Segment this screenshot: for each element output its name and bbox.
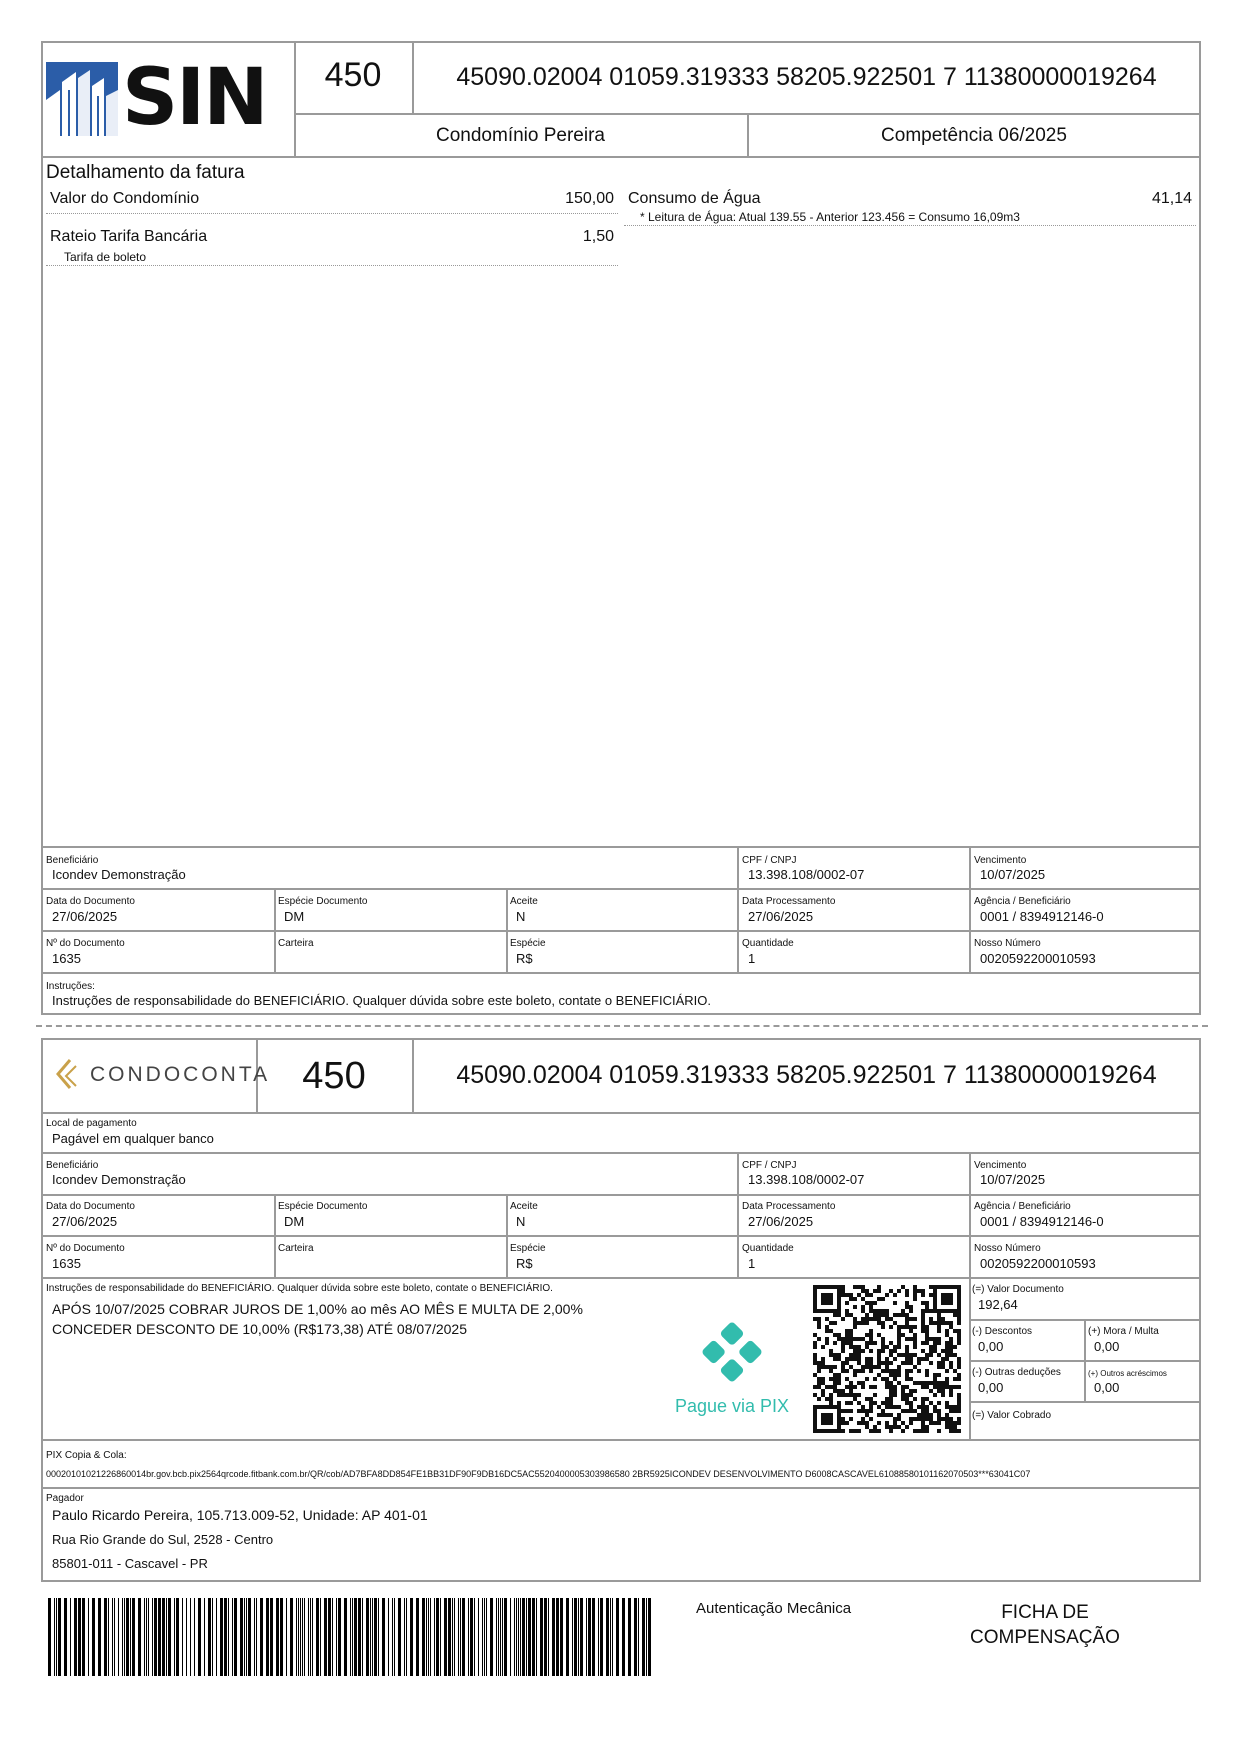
- especie-documento-value: DM: [284, 1214, 305, 1229]
- barcode: [48, 1598, 660, 1676]
- divider: [41, 1235, 1201, 1237]
- slip-instruction-line: APÓS 10/07/2025 COBRAR JUROS DE 1,00% ao mês AO MÊS E MULTA DE 2,00%: [52, 1301, 583, 1317]
- aceite-label: Aceite: [510, 896, 538, 907]
- instrucoes-label: Instruções:: [46, 981, 95, 992]
- ficha-compensacao-line2: COMPENSAÇÃO: [970, 1627, 1120, 1648]
- data-documento-value: 27/06/2025: [52, 1214, 118, 1229]
- valor-cobrado-label: (=) Valor Cobrado: [972, 1410, 1052, 1421]
- quantidade-label: Quantidade: [742, 938, 794, 949]
- condoconta-mark-icon: [52, 1058, 78, 1092]
- divider: [41, 1439, 1201, 1441]
- divider: [41, 930, 1201, 932]
- divider: [969, 1401, 1201, 1403]
- divider: [1084, 1319, 1086, 1401]
- vencimento-value: 10/07/2025: [980, 867, 1046, 882]
- condominium-name: Condomínio Pereira: [436, 125, 605, 146]
- especie-documento-label: Espécie Documento: [278, 896, 368, 907]
- divider: [41, 1112, 1201, 1114]
- data-documento-value: 27/06/2025: [52, 909, 118, 924]
- especie-documento-value: DM: [284, 909, 305, 924]
- descontos-value: 0,00: [978, 1339, 1004, 1354]
- divider: [969, 1152, 971, 1439]
- slip-bank-code: 450: [302, 1055, 366, 1097]
- divider: [41, 156, 1201, 158]
- vencimento-value: 10/07/2025: [980, 1172, 1046, 1187]
- data-processamento-value: 27/06/2025: [748, 909, 814, 924]
- quantidade-value: 1: [748, 951, 756, 966]
- divider: [506, 888, 508, 972]
- cpf-cnpj-label: CPF / CNPJ: [742, 855, 797, 866]
- detail-item: [46, 226, 618, 266]
- pix-copy-label: PIX Copia & Cola:: [46, 1450, 127, 1461]
- especie-label: Espécie: [510, 1243, 546, 1254]
- outros-acrescimos-value: 0,00: [1094, 1380, 1120, 1395]
- data-processamento-label: Data Processamento: [742, 1201, 836, 1212]
- detail-item-value: 150,00: [565, 190, 614, 207]
- mora-label: (+) Mora / Multa: [1088, 1326, 1159, 1337]
- divider: [41, 972, 1201, 974]
- data-documento-label: Data do Documento: [46, 896, 135, 907]
- mora-value: 0,00: [1094, 1339, 1120, 1354]
- pagador-label: Pagador: [46, 1493, 84, 1504]
- detail-item-note: * Leitura de Água: Atual 139.55 - Anterior 123.456 = Consumo 16,09m3: [640, 210, 1020, 224]
- detail-item-label: Valor do Condomínio: [50, 190, 200, 207]
- condoconta-logo: [52, 1058, 271, 1094]
- divider: [274, 1194, 276, 1277]
- pagador-line: 85801-011 - Cascavel - PR: [52, 1556, 208, 1571]
- cpf-cnpj-label: CPF / CNPJ: [742, 1160, 797, 1171]
- cpf-cnpj-value: 13.398.108/0002-07: [748, 1172, 865, 1187]
- detail-item-value: 41,14: [1151, 190, 1192, 207]
- detail-item-value: 1,50: [582, 228, 614, 245]
- vencimento-label: Vencimento: [974, 855, 1027, 866]
- beneficiario-value: Icondev Demonstração: [52, 867, 186, 882]
- beneficiario-value: Icondev Demonstração: [52, 1172, 186, 1187]
- instrucoes-value: Instruções de responsabilidade do BENEFICIÁRIO. Qualquer dúvida sobre este boleto, contate o BENEFICIÁRIO.: [52, 993, 712, 1008]
- carteira-label: Carteira: [278, 1243, 314, 1254]
- nosso-numero-value: 0020592200010593: [980, 1256, 1096, 1271]
- divider: [41, 1277, 1201, 1279]
- nosso-numero-label: Nosso Número: [974, 938, 1041, 949]
- divider: [737, 846, 739, 972]
- detail-item: [46, 188, 618, 214]
- divider: [41, 846, 1201, 848]
- pix-copy-code[interactable]: 00020101021226860014br.gov.bcb.pix2564qrcode.fitbank.com.br/QR/cob/AD7BFA8DD854FE1BB31DF90F9DB16DC5AC5520400005303986580 2BR5925ICONDEV DESENVOLVIMENTO D6008CASCAVEL61088580101162070503***63041C07: [46, 1469, 1031, 1479]
- num-documento-label: Nº do Documento: [46, 1243, 125, 1254]
- agencia-value: 0001 / 8394912146-0: [980, 1214, 1104, 1229]
- digitable-line: 45090.02004 01059.319333 58205.922501 7 11380000019264: [456, 63, 1157, 91]
- quantidade-value: 1: [748, 1256, 756, 1271]
- beneficiario-label: Beneficiário: [46, 1160, 99, 1171]
- divider: [41, 1152, 1201, 1154]
- detail-item-note: Tarifa de boleto: [64, 250, 147, 264]
- sin-logo-text: SIN: [122, 53, 267, 143]
- local-value: Pagável em qualquer banco: [52, 1131, 214, 1146]
- divider: [274, 888, 276, 972]
- slip-digitable-line: 45090.02004 01059.319333 58205.922501 7 11380000019264: [456, 1061, 1157, 1089]
- outros-acrescimos-label: (+) Outros acréscimos: [1088, 1369, 1167, 1378]
- competence: Competência 06/2025: [881, 125, 1067, 146]
- pagador-line: Paulo Ricardo Pereira, 105.713.009-52, Unidade: AP 401-01: [52, 1507, 428, 1523]
- cpf-cnpj-value: 13.398.108/0002-07: [748, 867, 865, 882]
- valor-documento-value: 192,64: [978, 1297, 1018, 1312]
- autenticacao-mecanica: Autenticação Mecânica: [696, 1600, 852, 1617]
- data-processamento-value: 27/06/2025: [748, 1214, 814, 1229]
- descontos-label: (-) Descontos: [972, 1326, 1033, 1337]
- beneficiario-label: Beneficiário: [46, 855, 99, 866]
- agencia-value: 0001 / 8394912146-0: [980, 909, 1104, 924]
- divider: [969, 846, 971, 972]
- nosso-numero-value: 0020592200010593: [980, 951, 1096, 966]
- detail-item: [624, 188, 1196, 226]
- especie-label: Espécie: [510, 938, 546, 949]
- nosso-numero-label: Nosso Número: [974, 1243, 1041, 1254]
- cut-line: [36, 1025, 1208, 1027]
- vencimento-label: Vencimento: [974, 1160, 1027, 1171]
- especie-value: R$: [516, 951, 533, 966]
- sin-logo: [46, 53, 286, 143]
- data-documento-label: Data do Documento: [46, 1201, 135, 1212]
- local-label: Local de pagamento: [46, 1118, 137, 1129]
- pix-label: Pague via PIX: [674, 1396, 790, 1416]
- valor-documento-label: (=) Valor Documento: [972, 1284, 1064, 1295]
- carteira-label: Carteira: [278, 938, 314, 949]
- pagador-line: Rua Rio Grande do Sul, 2528 - Centro: [52, 1532, 274, 1547]
- quantidade-label: Quantidade: [742, 1243, 794, 1254]
- divider: [737, 1152, 739, 1277]
- slip-instructions-header: Instruções de responsabilidade do BENEFICIÁRIO. Qualquer dúvida sobre este boleto, contate o BENEFICIÁRIO.: [46, 1283, 553, 1294]
- outras-deducoes-value: 0,00: [978, 1380, 1004, 1395]
- especie-value: R$: [516, 1256, 533, 1271]
- outras-deducoes-label: (-) Outras deduções: [972, 1367, 1061, 1378]
- agencia-label: Agência / Beneficiário: [974, 1201, 1071, 1212]
- detail-item-label: Rateio Tarifa Bancária: [50, 228, 208, 245]
- aceite-value: N: [516, 909, 526, 924]
- divider: [41, 1194, 1201, 1196]
- num-documento-value: 1635: [52, 951, 81, 966]
- detail-title: Detalhamento da fatura: [46, 162, 245, 183]
- aceite-label: Aceite: [510, 1201, 538, 1212]
- agencia-label: Agência / Beneficiário: [974, 896, 1071, 907]
- num-documento-label: Nº do Documento: [46, 938, 125, 949]
- pix-qr-code[interactable]: [813, 1285, 961, 1433]
- divider: [41, 888, 1201, 890]
- especie-documento-label: Espécie Documento: [278, 1201, 368, 1212]
- aceite-value: N: [516, 1214, 526, 1229]
- bank-code: 450: [324, 56, 382, 94]
- ficha-compensacao-line1: FICHA DE: [1001, 1602, 1089, 1623]
- num-documento-value: 1635: [52, 1256, 81, 1271]
- slip-instruction-line: CONCEDER DESCONTO DE 10,00% (R$173,38) ATÉ 08/07/2025: [52, 1321, 467, 1337]
- detail-item-label: Consumo de Água: [628, 190, 761, 207]
- divider: [506, 1194, 508, 1277]
- data-processamento-label: Data Processamento: [742, 896, 836, 907]
- pix-logo-icon: [702, 1322, 762, 1382]
- condoconta-logo-text: CONDOCONTA: [90, 1063, 271, 1086]
- divider: [41, 1487, 1201, 1489]
